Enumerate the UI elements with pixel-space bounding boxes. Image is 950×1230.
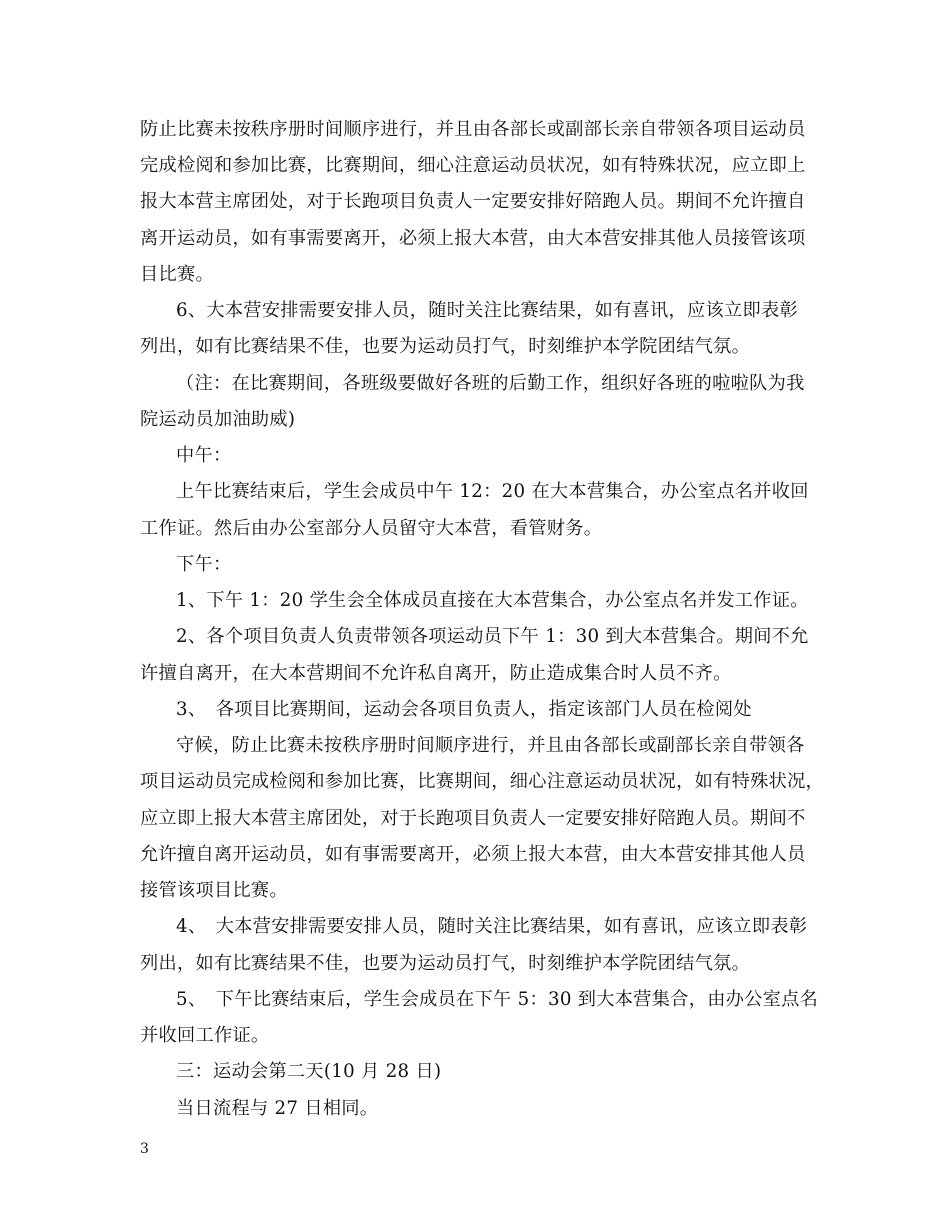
page-number: 3 [140, 1141, 149, 1157]
section-heading: 三：运动会第二天(10 月 28 日) [176, 1061, 442, 1082]
paragraph-line: 4、 大本营安排需要安排人员，随时关注比赛结果，如有喜讯，应该立即表彰 [176, 916, 808, 937]
paragraph-line: 守候，防止比赛未按秩序册时间顺序进行，并且由各部长或副部长亲自带领各 [176, 735, 805, 756]
paragraph-line: 6、大本营安排需要安排人员，随时关注比赛结果，如有喜讯，应该立即表彰 [176, 300, 798, 321]
paragraph-line: 3、 各项目比赛期间，运动会各项目负责人，指定该部门人员在检阅处 [176, 699, 752, 720]
paragraph-line: 项目运动员完成检阅和参加比赛，比赛期间，细心注意运动员状况，如有特殊状况， [140, 771, 825, 792]
paragraph-line: 1、下午 1：20 学生会全体成员直接在大本营集合，办公室点名并发工作证。 [176, 590, 809, 611]
paragraph-line: 目比赛。 [140, 264, 214, 285]
paragraph-line: 报大本营主席团处，对于长跑项目负责人一定要安排好陪跑人员。期间不允许擅自 [140, 191, 806, 212]
paragraph-line: 完成检阅和参加比赛，比赛期间，细心注意运动员状况，如有特殊状况，应立即上 [140, 155, 806, 176]
paragraph-line: 5、 下午比赛结束后，学生会成员在下午 5：30 到大本营集合，由办公室点名 [176, 989, 819, 1010]
paragraph-line: 离开运动员，如有事需要离开，必须上报大本营，由大本营安排其他人员接管该项 [140, 228, 806, 249]
paragraph-line: 上午比赛结束后，学生会成员中午 12：20 在大本营集合，办公室点名并收回 [176, 481, 809, 502]
paragraph-line: 列出，如有比赛结果不佳，也要为运动员打气，时刻维护本学院团结气氛。 [140, 953, 751, 974]
paragraph-line: 列出，如有比赛结果不佳，也要为运动员打气，时刻维护本学院团结气氛。 [140, 336, 751, 357]
paragraph-line: 防止比赛未按秩序册时间顺序进行，并且由各部长或副部长亲自带领各项目运动员 [140, 119, 806, 140]
paragraph-line: （注：在比赛期间，各班级要做好各班的后勤工作，组织好各班的啦啦队为我 [176, 373, 805, 394]
paragraph-line: 允许擅自离开运动员，如有事需要离开，必须上报大本营，由大本营安排其他人员 [140, 844, 806, 865]
paragraph-line: 许擅自离开，在大本营期间不允许私自离开，防止造成集合时人员不齐。 [140, 663, 732, 684]
paragraph-line: 2、各个项目负责人负责带领各项运动员下午 1：30 到大本营集合。期间不允 [176, 626, 809, 647]
section-heading: 中午： [176, 445, 232, 466]
section-heading: 下午： [176, 554, 232, 575]
paragraph-line: 应立即上报大本营主席团处，对于长跑项目负责人一定要安排好陪跑人员。期间不 [140, 808, 806, 829]
paragraph-line: 工作证。然后由办公室部分人员留守大本营，看管财务。 [140, 518, 603, 539]
paragraph-line: 接管该项目比赛。 [140, 880, 288, 901]
paragraph-line: 并收回工作证。 [140, 1025, 270, 1046]
paragraph-line: 院运动员加油助威) [140, 409, 296, 430]
paragraph-line: 当日流程与 27 日相同。 [176, 1098, 379, 1119]
